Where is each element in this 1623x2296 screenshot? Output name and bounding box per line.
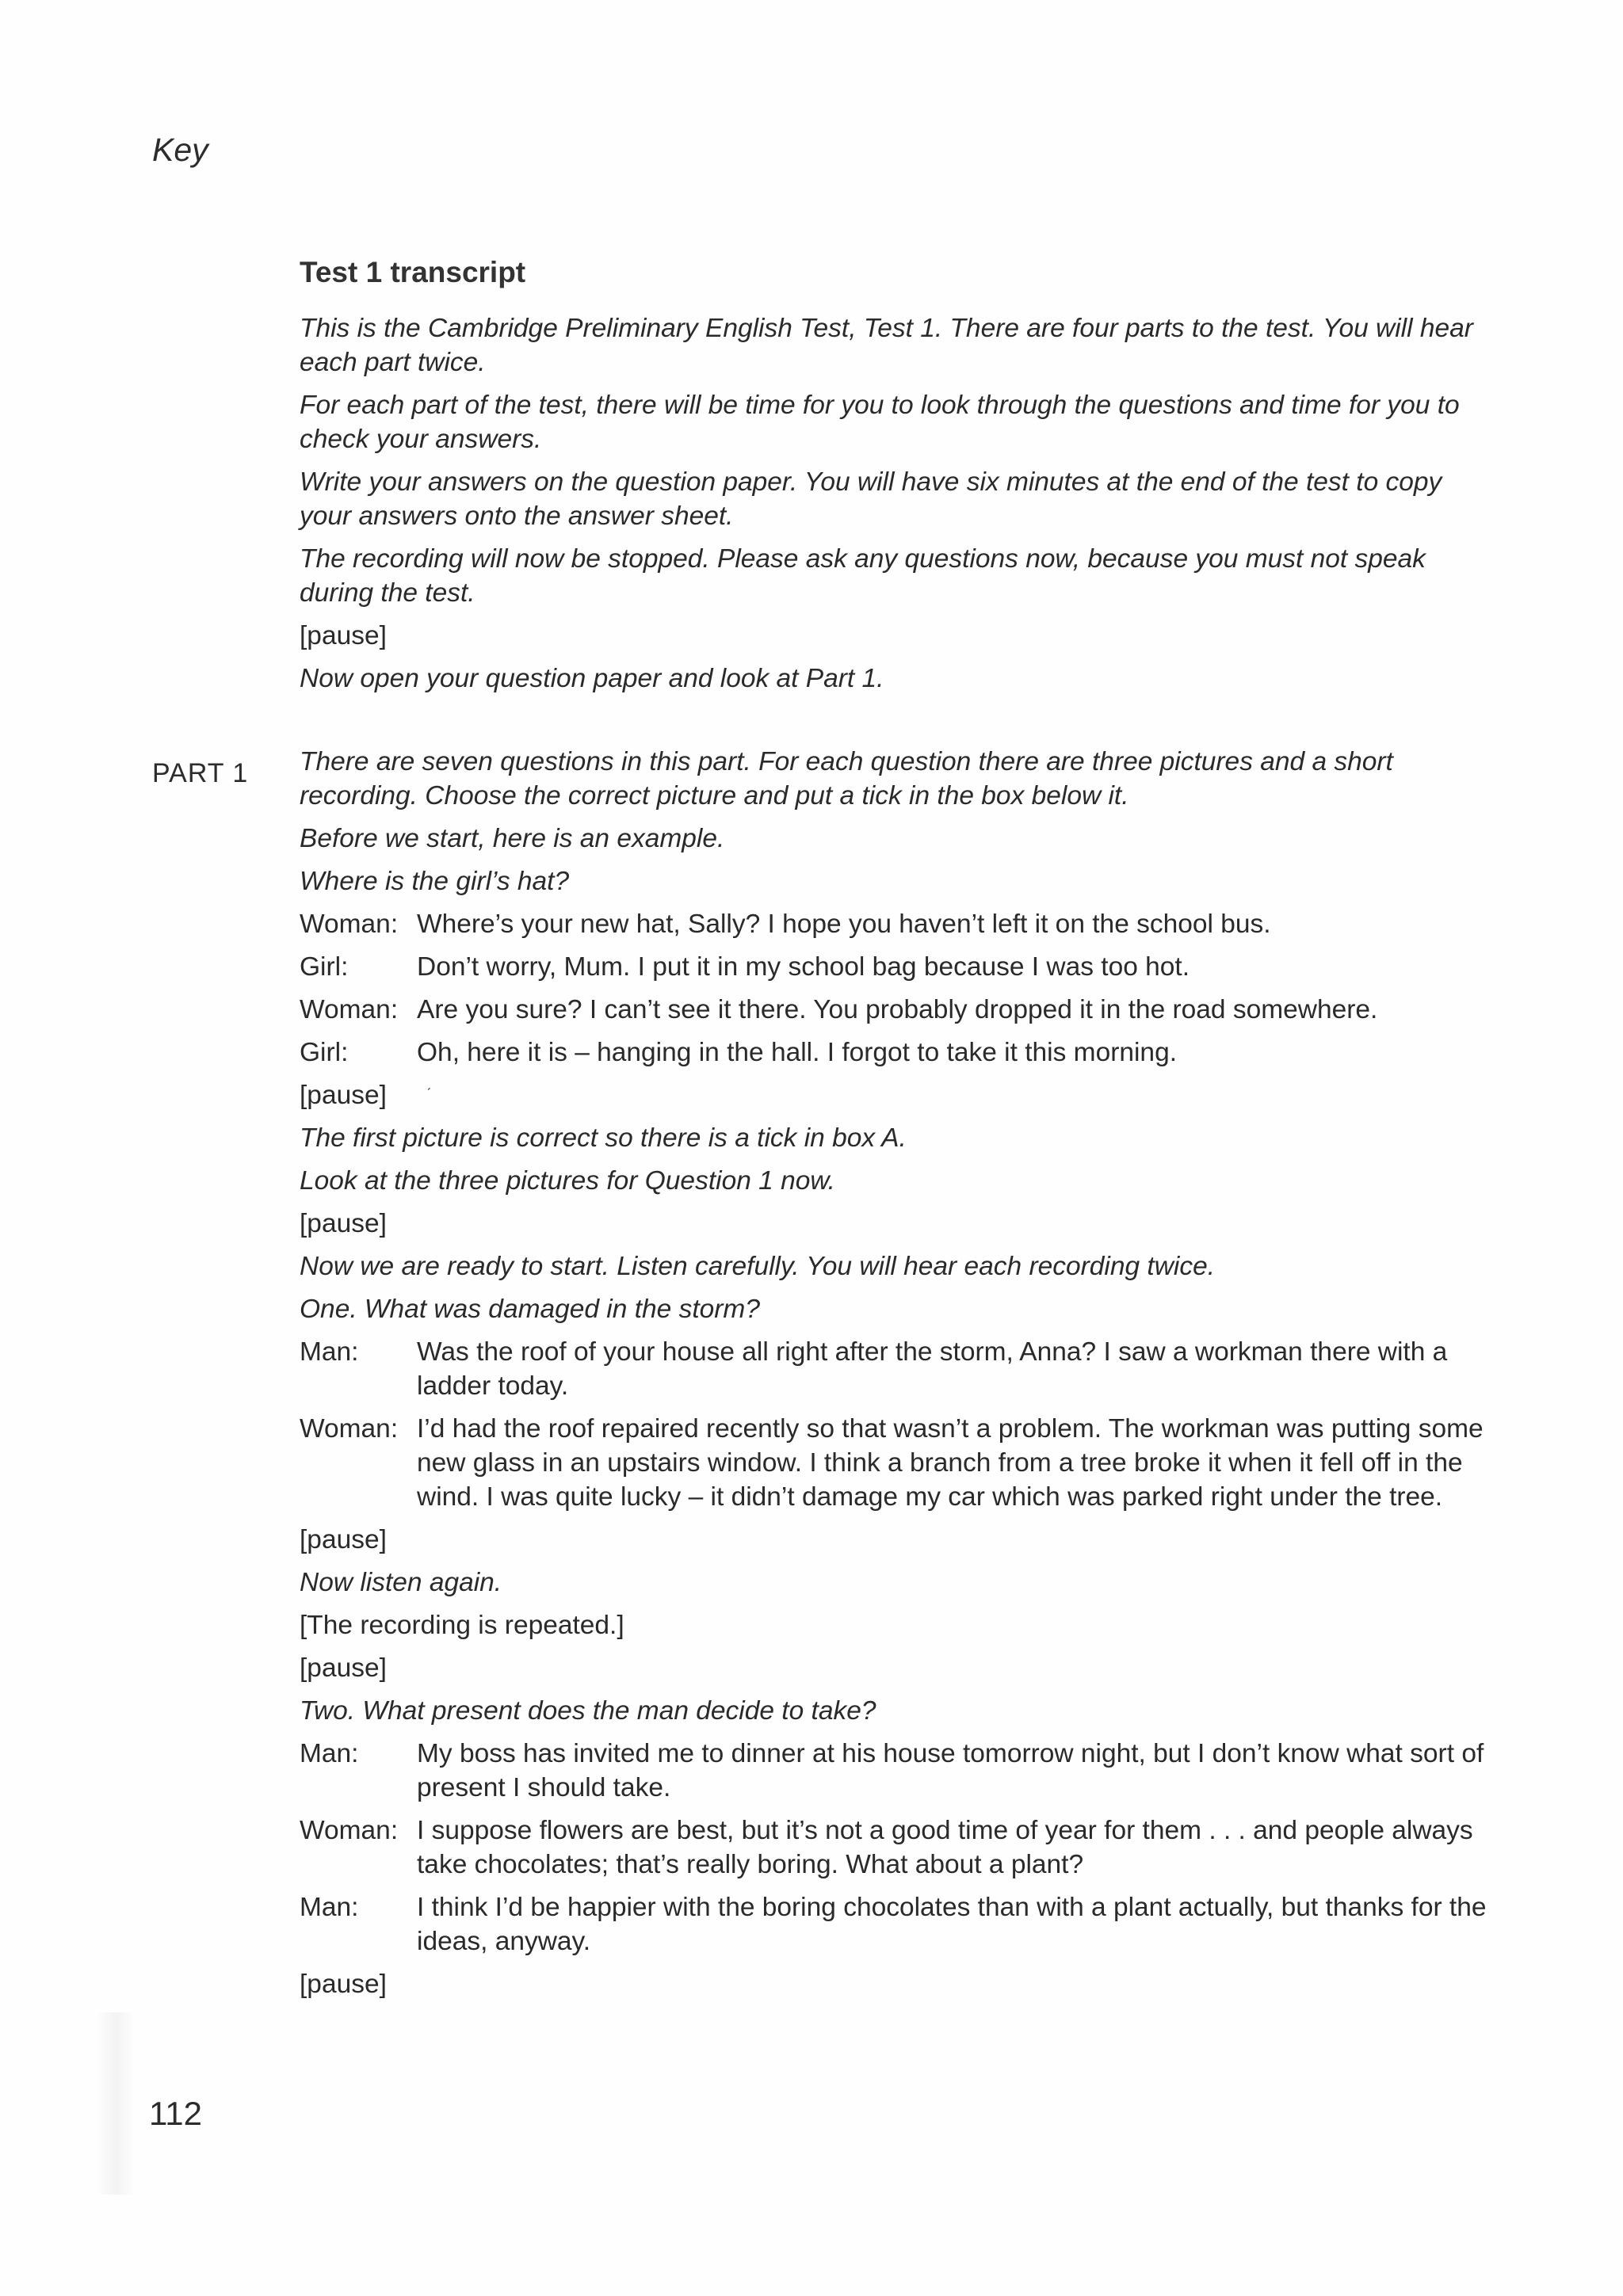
pause-note: [pause] — [300, 1209, 387, 1238]
speech-text: Are you sure? I can’t see it there. You probably dropped it in the road somewhere. — [417, 995, 1378, 1024]
pause-note — [300, 1078, 1488, 1112]
speaker-label: Man: — [300, 1893, 359, 1922]
speaker-label: Woman: — [300, 1816, 399, 1845]
speaker-label: Man: — [300, 1739, 359, 1768]
section-header: Key — [152, 132, 208, 168]
example-question: Where is the girl’s hat? — [300, 867, 570, 896]
dialogue-line — [300, 1737, 1488, 1805]
page-number: 112 — [149, 2095, 202, 2132]
dialogue-line — [300, 1412, 1488, 1514]
speech-text: I’d had the roof repaired recently so that wasn’t a problem. The workman was putting some new glass in an upstairs window. I think a branch from a tree broke it when it fell off in the wind. I was quite lucky – it didn’t damage my car which was parked right under the tree. — [417, 1414, 1484, 1512]
page-edge-shadow — [97, 2012, 135, 2195]
listen-again-line: Now listen again. — [300, 1568, 502, 1597]
intro-section — [300, 311, 1488, 696]
speech-text: My boss has invited me to dinner at his house tomorrow night, but I don’t know what sort of present I should take. — [417, 1739, 1484, 1802]
page-title: Test 1 transcript — [300, 256, 526, 288]
speaker-label: Woman: — [300, 910, 399, 939]
intro-paragraph: The recording will now be stopped. Please ask any questions now, because you must not speak during the test. — [300, 544, 1426, 608]
dialogue-line — [300, 993, 1488, 1027]
dialogue-line — [300, 1335, 1488, 1403]
dialogue-line — [300, 907, 1488, 941]
intro-paragraph: Write your answers on the question paper. You will have six minutes at the end of the test to copy your answers onto the answer sheet. — [300, 467, 1442, 531]
intro-paragraph: Now open your question paper and look at Part 1. — [300, 664, 884, 693]
speech-text: Where’s your new hat, Sally? I hope you haven’t left it on the school bus. — [417, 910, 1271, 939]
question-2-prompt: Two. What present does the man decide to take? — [300, 1696, 876, 1726]
ready-line: Now we are ready to start. Listen carefully. You will hear each recording twice. — [300, 1252, 1216, 1281]
question-1-prompt: One. What was damaged in the storm? — [300, 1295, 760, 1324]
pause-text: [pause] — [300, 1081, 387, 1110]
stray-mark-icon: ˊ — [426, 1086, 432, 1104]
dialogue-line — [300, 1814, 1488, 1882]
intro-paragraph: This is the Cambridge Preliminary English Test, Test 1. There are four parts to the test. You will hear each part twice. — [300, 314, 1473, 377]
speaker-label: Man: — [300, 1337, 359, 1367]
speech-text: I suppose flowers are best, but it’s not a good time of year for them . . . and people always take chocolates; that’s really boring. What about a plant? — [417, 1816, 1473, 1879]
speaker-label: Girl: — [300, 1038, 349, 1067]
pause-note: [pause] — [300, 1970, 387, 1999]
transcript-content — [300, 255, 1488, 2010]
part1-section — [300, 745, 1488, 2001]
speaker-label: Woman: — [300, 1414, 399, 1444]
speaker-label: Girl: — [300, 952, 349, 982]
intro-paragraph: For each part of the test, there will be time for you to look through the questions and time for you to check your answers. — [300, 391, 1460, 454]
look-question-1: Look at the three pictures for Question 1 now. — [300, 1166, 835, 1196]
before-start-line: Before we start, here is an example. — [300, 824, 725, 853]
pause-note: [pause] — [300, 1653, 387, 1683]
repeated-note: [The recording is repeated.] — [300, 1611, 624, 1640]
speech-text: Was the roof of your house all right after the storm, Anna? I saw a workman there with a ladder today. — [417, 1337, 1448, 1401]
pause-note: [pause] — [300, 1525, 387, 1554]
dialogue-line — [300, 950, 1488, 984]
part1-instructions: There are seven questions in this part. For each question there are three pictures and a short recording. Choose the correct picture and put a tick in the box below it. — [300, 747, 1393, 810]
dialogue-line — [300, 1035, 1488, 1070]
dialogue-line — [300, 1890, 1488, 1958]
pause-note: [pause] — [300, 621, 387, 650]
speech-text: Oh, here it is – hanging in the hall. I forgot to take it this morning. — [417, 1038, 1178, 1067]
example-answer: The first picture is correct so there is a tick in box A. — [300, 1123, 907, 1153]
speech-text: I think I’d be happier with the boring chocolates than with a plant actually, but thanks for the ideas, anyway. — [417, 1893, 1487, 1956]
speaker-label: Woman: — [300, 995, 399, 1024]
part-label: PART 1 — [152, 758, 249, 788]
speech-text: Don’t worry, Mum. I put it in my school bag because I was too hot. — [417, 952, 1190, 982]
